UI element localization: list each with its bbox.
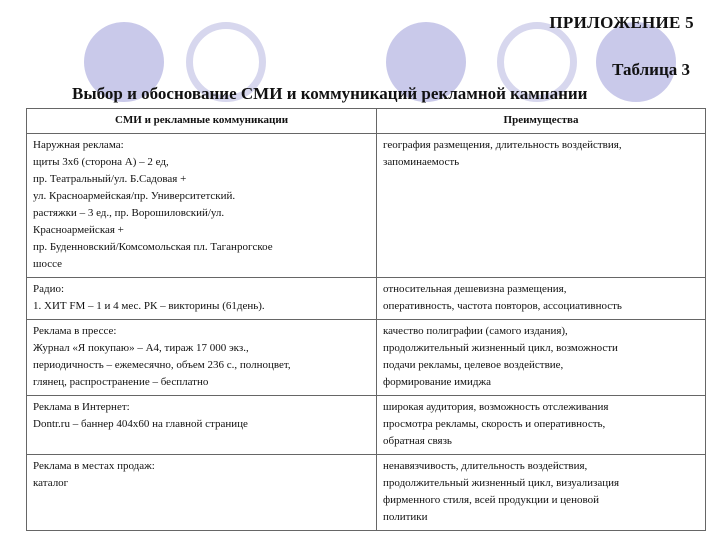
cell-line: периодичность – ежемесячно, объем 236 с., полноцвет, [33, 359, 291, 371]
cell-line: Красноармейская + [33, 224, 124, 236]
cell-line: политики [383, 511, 428, 523]
cell-line: 1. ХИТ FM – 1 и 4 мес. РК – викторины (61день). [33, 300, 265, 312]
media-cell [27, 455, 377, 531]
cell-line: география размещения, длительность воздействия, [383, 139, 622, 151]
table-row [27, 134, 706, 278]
cell-line: фирменного стиля, всей продукции и ценовой [383, 494, 599, 506]
table-title: Выбор и обоснование СМИ и коммуникаций рекламной кампании [72, 84, 588, 103]
cell-line: Реклама в прессе: [33, 325, 117, 337]
cell-line: Радио: [33, 283, 65, 295]
media-table [26, 108, 706, 531]
cell-line: широкая аудитория, возможность отслеживания [383, 401, 609, 413]
benefits-cell [377, 134, 706, 278]
cell-line: шоссе [33, 258, 63, 270]
cell-line: оперативность, частота повторов, ассоциативность [383, 300, 622, 312]
media-cell [27, 396, 377, 455]
cell-line: щиты 3х6 (сторона А) – 2 ед, [33, 156, 169, 168]
cell-line: обратная связь [383, 435, 452, 447]
benefits-cell [377, 396, 706, 455]
table-row [27, 320, 706, 396]
cell-line: продолжительный жизненный цикл, возможности [383, 342, 618, 354]
cell-line: пр. Буденновский/Комсомольская пл. Таганрогское [33, 241, 273, 253]
cell-line: ненавязчивость, длительность воздействия, [383, 460, 588, 472]
cell-line: растяжки – 3 ед., пр. Ворошиловский/ул. [33, 207, 225, 219]
cell-line: относительная дешевизна размещения, [383, 283, 567, 295]
column-header-benefits: Преимущества [377, 109, 706, 134]
cell-line: глянец, распространение – бесплатно [33, 376, 209, 388]
table-row [27, 455, 706, 531]
cell-line: продолжительный жизненный цикл, визуализация [383, 477, 620, 489]
cell-line: каталог [33, 477, 69, 489]
cell-line: запоминаемость [383, 156, 460, 168]
cell-line: подачи рекламы, целевое воздействие, [383, 359, 564, 371]
appendix-label: ПРИЛОЖЕНИЕ 5 [549, 13, 694, 32]
cell-line: Реклама в местах продаж: [33, 460, 155, 472]
column-header-media: СМИ и рекламные коммуникации [27, 109, 377, 134]
cell-line: формирование имиджа [383, 376, 491, 388]
cell-line: просмотра рекламы, скорость и оперативность, [383, 418, 606, 430]
media-cell [27, 320, 377, 396]
cell-line: Наружная реклама: [33, 139, 124, 151]
media-cell [27, 278, 377, 320]
table-row [27, 396, 706, 455]
table-number: Таблица 3 [612, 60, 690, 79]
cell-line: Dontr.ru – баннер 404х60 на главной странице [33, 418, 248, 430]
benefits-cell [377, 455, 706, 531]
cell-line: Журнал «Я покупаю» – А4, тираж 17 000 экз., [33, 342, 249, 354]
cell-line: пр. Театральный/ул. Б.Садовая + [33, 173, 187, 185]
cell-line: Реклама в Интернет: [33, 401, 130, 413]
cell-line: ул. Красноармейская/пр. Университетский. [33, 190, 236, 202]
cell-line: качество полиграфии (самого издания), [383, 325, 568, 337]
benefits-cell [377, 278, 706, 320]
table-header-row [27, 109, 706, 134]
table-row [27, 278, 706, 320]
media-cell [27, 134, 377, 278]
benefits-cell [377, 320, 706, 396]
